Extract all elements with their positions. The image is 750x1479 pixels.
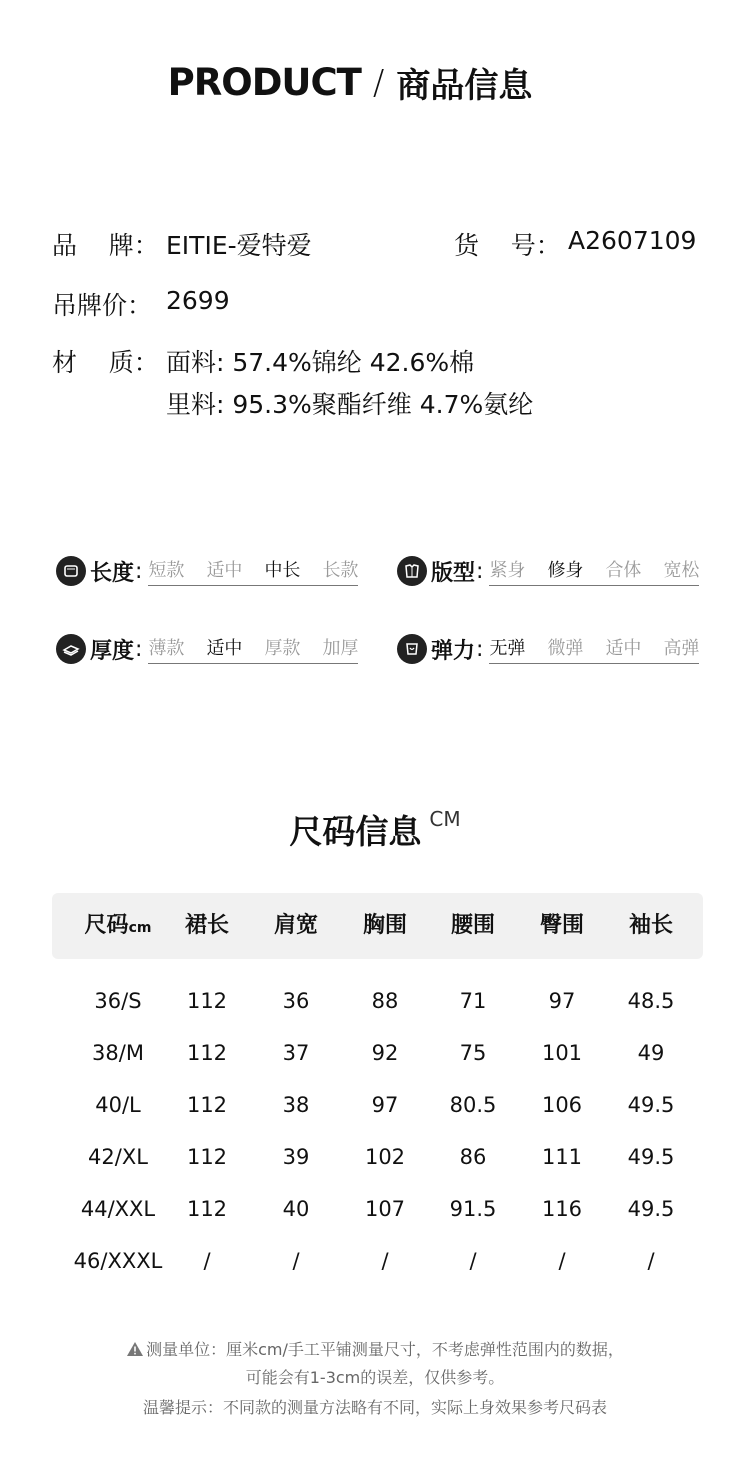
table-cell: 111	[541, 1145, 583, 1169]
attr-length-option: 适中	[206, 560, 243, 581]
table-row	[52, 1235, 703, 1287]
table-cell: 49	[637, 1041, 665, 1065]
attr-thickness-name: 厚度	[90, 638, 135, 664]
material-line-1: 面料: 57.4%锦纶 42.6%棉	[166, 348, 475, 377]
attr-thickness-options	[148, 634, 358, 664]
table-cell: /	[203, 1249, 211, 1273]
table-cell: 112	[186, 1145, 228, 1169]
table-header-cell	[340, 893, 430, 959]
size-unit: CM	[429, 807, 461, 831]
note-text-1: 测量单位：厘米cm/手工平铺测量尺寸，不考虑弹性范围内的数据，	[146, 1340, 624, 1359]
brand-value: EITIE-爱特爱	[166, 231, 312, 260]
table-cell: 107	[364, 1197, 406, 1221]
size-section-title	[0, 806, 750, 853]
note-line-3: 温馨提示：不同款的测量方法略有不同，实际上身效果参考尺码表	[142, 1398, 607, 1417]
table-cell: 48.5	[627, 989, 675, 1013]
sku-value: A2607109	[568, 226, 697, 255]
table-cell: 116	[541, 1197, 583, 1221]
title-cn: 商品信息	[396, 66, 533, 106]
attr-length-option: 长款	[322, 560, 359, 581]
table-cell: 88	[371, 989, 399, 1013]
attr-elasticity-option: 高弹	[663, 638, 700, 659]
table-cell: 75	[459, 1041, 487, 1065]
table-header-label: 胸围	[362, 913, 407, 938]
attr-length-option-selected: 中长	[264, 560, 301, 581]
table-cell: 112	[186, 1093, 228, 1117]
attr-elasticity-option: 微弹	[547, 638, 584, 659]
table-cell: /	[292, 1249, 300, 1273]
attr-elasticity-option: 适中	[605, 638, 642, 659]
table-cell: 49.5	[627, 1093, 675, 1117]
table-cell: 112	[186, 989, 228, 1013]
size-label-cell: 36/S	[94, 989, 142, 1013]
table-header-unit: cm	[128, 920, 152, 936]
attr-fit-option: 合体	[605, 560, 642, 581]
attr-elasticity-name: 弹力	[431, 638, 476, 664]
size-label-cell: 42/XL	[88, 1145, 148, 1169]
attr-fit-option: 紧身	[489, 560, 526, 581]
fit-icon	[397, 556, 427, 586]
table-header-cell	[251, 893, 341, 959]
brand-label: 品 牌：	[52, 231, 159, 260]
table-cell: 71	[459, 989, 487, 1013]
table-header-label: 尺码	[84, 913, 129, 938]
size-table-header	[52, 893, 703, 959]
table-cell: 101	[541, 1041, 583, 1065]
table-cell: 40	[282, 1197, 310, 1221]
attr-length-name: 长度	[90, 560, 135, 586]
table-cell: 49.5	[627, 1197, 675, 1221]
attr-thickness-option: 厚款	[264, 638, 301, 659]
material-line-2: 里料: 95.3%聚酯纤维 4.7%氨纶	[166, 390, 534, 419]
table-cell: 102	[364, 1145, 406, 1169]
price-value: 2699	[166, 286, 230, 315]
attr-elasticity-options	[489, 634, 699, 664]
length-icon	[56, 556, 86, 586]
table-cell: 106	[541, 1093, 583, 1117]
table-header-label: 肩宽	[273, 913, 318, 938]
attr-fit: 版型 : 紧身 修身 合体 宽松	[397, 554, 699, 588]
table-header-cell	[517, 893, 607, 959]
table-cell: 91.5	[449, 1197, 497, 1221]
table-header-label: 袖长	[628, 913, 673, 938]
table-cell: 49.5	[627, 1145, 675, 1169]
table-row	[52, 1079, 703, 1131]
table-row	[52, 975, 703, 1027]
table-row	[52, 1131, 703, 1183]
attr-fit-option-selected: 修身	[547, 560, 584, 581]
attr-thickness: 厚度 : 薄款 适中 厚款 加厚	[56, 632, 358, 666]
table-row	[52, 1027, 703, 1079]
price-label: 吊牌价：	[52, 291, 153, 320]
attr-thickness-option: 加厚	[322, 638, 359, 659]
attr-elasticity-option-selected: 无弹	[489, 638, 526, 659]
table-cell: 97	[371, 1093, 399, 1117]
table-cell: 86	[459, 1145, 487, 1169]
title-en: PRODUCT	[167, 61, 361, 104]
note-line-1	[0, 1337, 750, 1360]
size-title: 尺码信息	[289, 812, 422, 851]
table-header-label: 臀围	[539, 913, 584, 938]
attr-fit-options	[489, 556, 699, 586]
table-cell: 97	[548, 989, 576, 1013]
table-cell: 36	[282, 989, 310, 1013]
table-cell: 37	[282, 1041, 310, 1065]
attr-thickness-option: 薄款	[148, 638, 185, 659]
warning-icon	[126, 1341, 144, 1357]
size-label-cell: 44/XXL	[80, 1197, 156, 1221]
page-header	[0, 58, 700, 107]
table-header-cell	[73, 893, 163, 959]
table-cell: 38	[282, 1093, 310, 1117]
attr-elasticity: 弹力 : 无弹 微弹 适中 高弹	[397, 632, 699, 666]
attr-length-options	[148, 556, 358, 586]
attr-fit-option: 宽松	[663, 560, 700, 581]
attr-length: 长度 : 短款 适中 中长 长款	[56, 554, 358, 588]
table-header-label: 腰围	[450, 913, 495, 938]
table-cell: 80.5	[449, 1093, 497, 1117]
thickness-icon	[56, 634, 86, 664]
elasticity-icon	[397, 634, 427, 664]
material-label: 材 质：	[52, 348, 159, 377]
size-label-cell: 38/M	[92, 1041, 144, 1065]
attr-length-option: 短款	[148, 560, 185, 581]
table-header-label: 裙长	[184, 913, 229, 938]
size-label-cell: 46/XXXL	[73, 1249, 163, 1273]
title-separator: /	[372, 62, 385, 103]
table-cell: /	[558, 1249, 566, 1273]
table-cell: 112	[186, 1041, 228, 1065]
attr-fit-name: 版型	[431, 560, 476, 586]
table-cell: /	[381, 1249, 389, 1273]
table-cell: 112	[186, 1197, 228, 1221]
brand-row	[52, 226, 159, 262]
table-cell: /	[469, 1249, 477, 1273]
table-header-cell	[428, 893, 518, 959]
sku-label: 货 号：	[454, 231, 561, 260]
table-cell: 39	[282, 1145, 310, 1169]
table-cell: 92	[371, 1041, 399, 1065]
table-header-cell	[162, 893, 252, 959]
table-header-cell	[606, 893, 696, 959]
note-line-2: 可能会有1-3cm的误差，仅供参考。	[245, 1368, 505, 1387]
attr-thickness-option-selected: 适中	[206, 638, 243, 659]
size-label-cell: 40/L	[95, 1093, 141, 1117]
table-row	[52, 1183, 703, 1235]
table-cell: /	[647, 1249, 655, 1273]
